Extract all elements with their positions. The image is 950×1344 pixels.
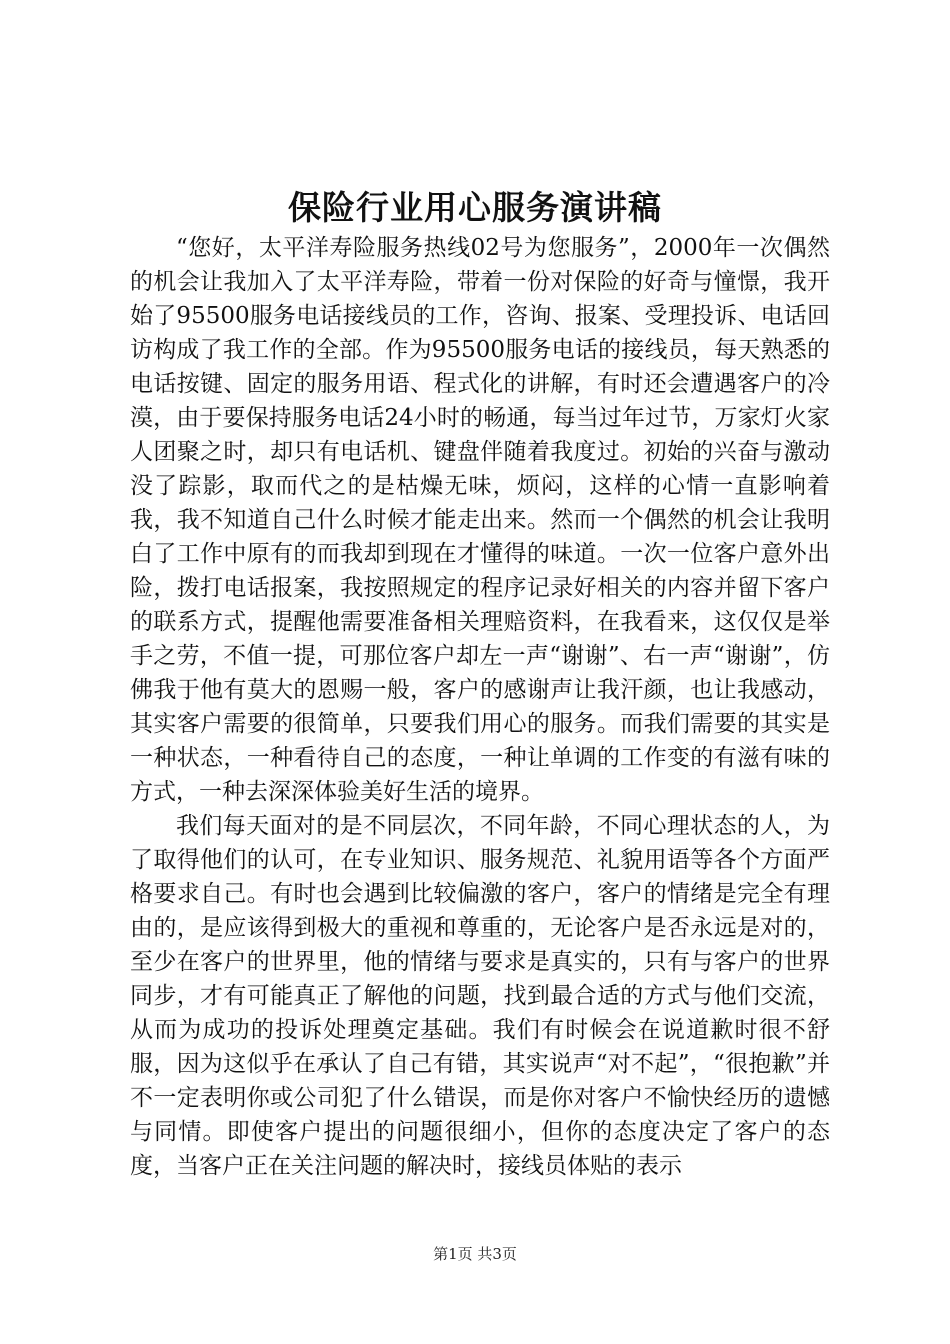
document-body <box>130 231 830 1183</box>
paragraph-1: “您好，太平洋寿险服务热线02号为您服务”，2000年一次偶然的机会让我加入了太平洋寿险，带着一份对保险的好奇与憧憬，我开始了95500服务电话接线员的工作，咨询、报案、受理投诉、电话回访构成了我工作的全部。作为95500服务电话的接线员，每天熟悉的电话按键、固定的服务用语、程式化的讲解，有时还会遭遇客户的冷漠，由于要保持服务电话24小时的畅通，每当过年过节，万家灯火家人团聚之时，却只有电话机、键盘伴随着我度过。初始的兴奋与激动没了踪影，取而代之的是枯燥无味，烦闷，这样的心情一直影响着我，我不知道自己什么时候才能走出来。然而一个偶然的机会让我明白了工作中原有的而我却到现在才懂得的味道。一次一位客户意外出险，拨打电话报案，我按照规定的程序记录好相关的内容并留下客户的联系方式，提醒他需要准备相关理赔资料，在我看来，这仅仅是举手之劳，不值一提，可那位客户却左一声“谢谢”、右一声“谢谢”，仿佛我于他有莫大的恩赐一般，客户的感谢声让我汗颜，也让我感动，其实客户需要的很简单，只要我们用心的服务。而我们需要的其实是一种状态，一种看待自己的态度，一种让单调的工作变的有滋有味的方式，一种去深深体验美好生活的境界。 <box>130 235 830 805</box>
paragraph-2: 我们每天面对的是不同层次，不同年龄，不同心理状态的人，为了取得他们的认可，在专业知识、服务规范、礼貌用语等各个方面严格要求自己。有时也会遇到比较偏激的客户，客户的情绪是完全有理由的，是应该得到极大的重视和尊重的，无论客户是否永远是对的，至少在客户的世界里，他的情绪与要求是真实的，只有与客户的世界同步，才有可能真正了解他的问题，找到最合适的方式与他们交流，从而为成功的投诉处理奠定基础。我们有时候会在说道歉时很不舒服，因为这似乎在承认了自己有错，其实说声“对不起”，“很抱歉”并不一定表明你或公司犯了什么错误，而是你对客户不愉快经历的遗憾与同情。即使客户提出的问题很细小，但你的态度决定了客户的态度，当客户正在关注问题的解决时，接线员体贴的表示 <box>130 813 830 1179</box>
page-number-footer: 第1页 共3页 <box>433 1245 517 1263</box>
document-title: 保险行业用心服务演讲稿 <box>288 188 662 227</box>
